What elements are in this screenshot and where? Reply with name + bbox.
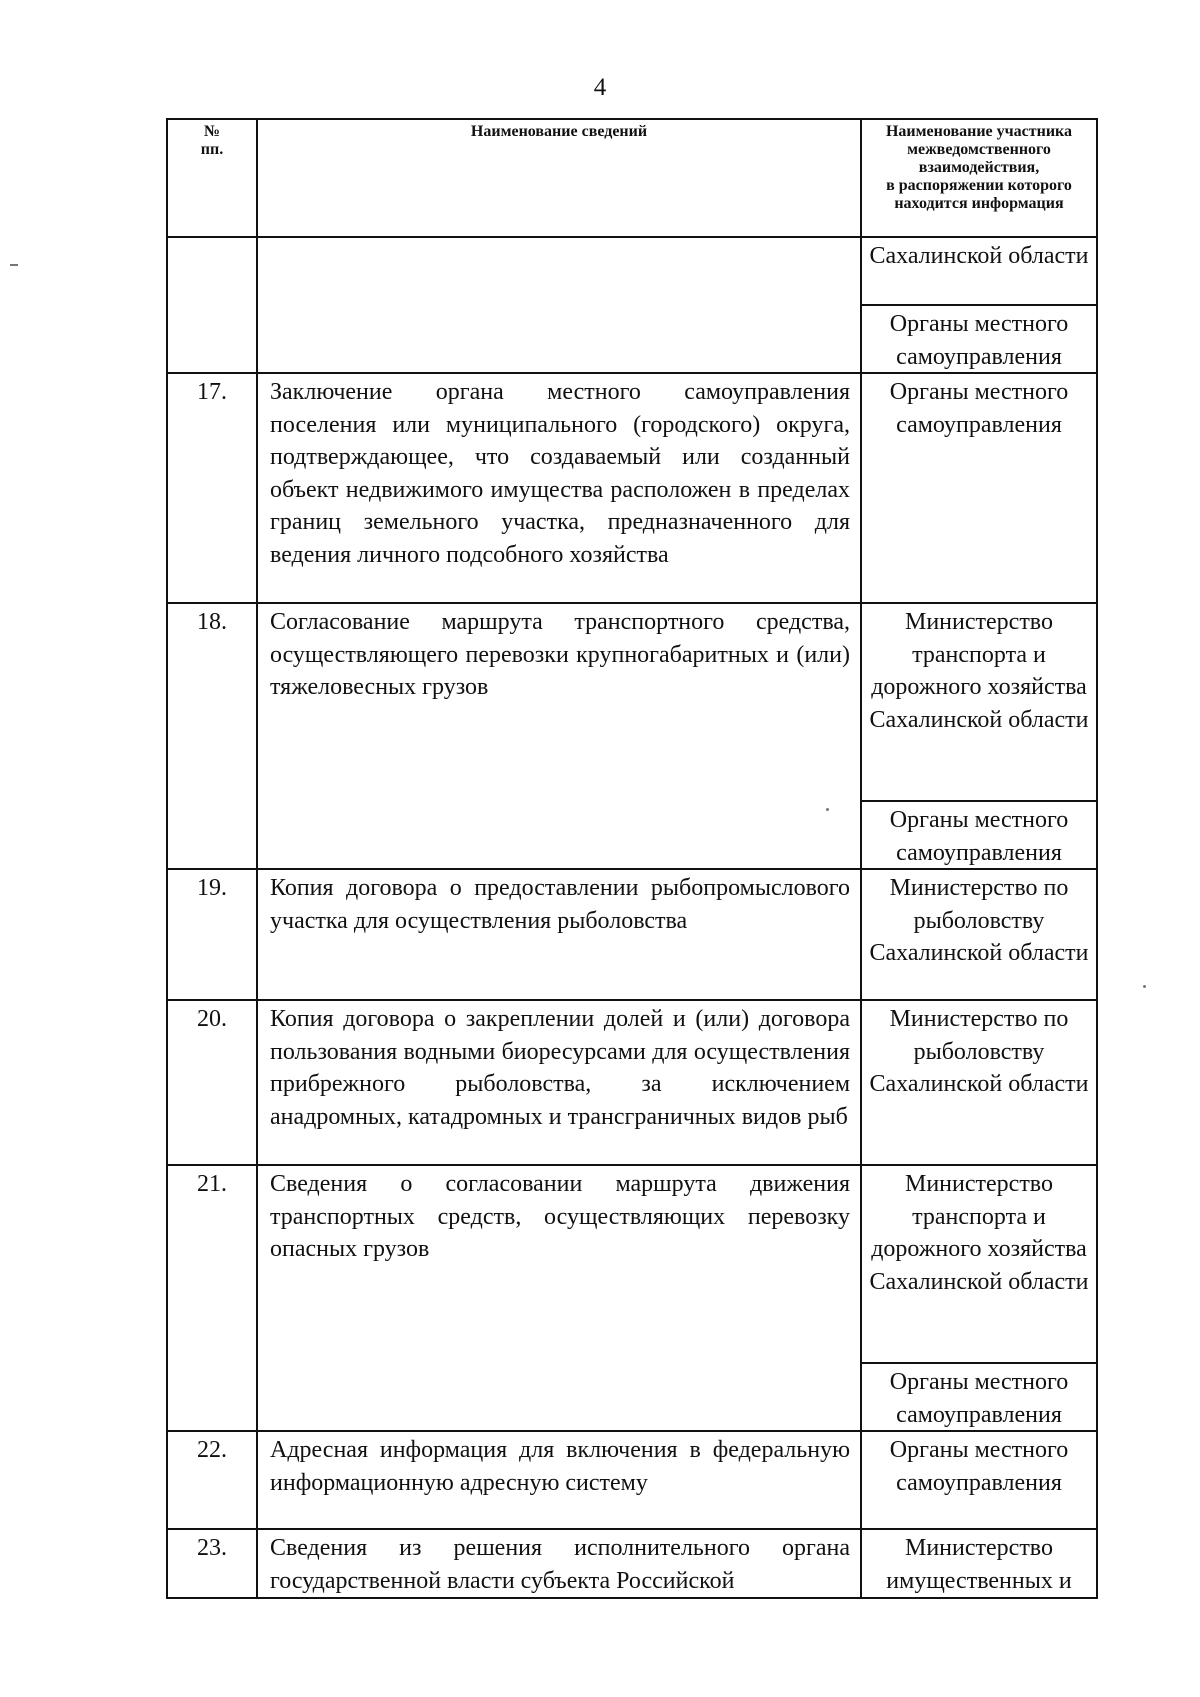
row-number: 23. [167, 1529, 257, 1598]
row-name: Копия договора о предоставлении рыбопромыслового участка для осуществления рыболовства [257, 869, 861, 1000]
participant-cell: Министерство по рыболовству Сахалинской области [861, 869, 1097, 1000]
row-number: 20. [167, 1000, 257, 1165]
row-name: Заключение органа местного самоуправления поселения или муниципального (городского) округа, подтверждающее, что создаваемый или созданный объект недвижимого имущества расположен в пределах границ земельного участка, предназначенного для ведения личного подсобного хозяйства [257, 373, 861, 603]
table-row [167, 1529, 1097, 1598]
row-name: Копия договора о закреплении долей и (или) договора пользования водными биоресурсами для осуществления прибрежного рыболовства, за исключением анадромных, катадромных и трансграничных видов рыб [257, 1000, 861, 1165]
row-number: 17. [167, 373, 257, 603]
header-name: Наименование сведений [257, 119, 861, 237]
table-row [167, 603, 1097, 869]
row-number: 18. [167, 603, 257, 869]
table-header-row [167, 119, 1097, 237]
scan-mark [10, 264, 18, 266]
scan-dot [1143, 985, 1146, 988]
participant-cell: Органы местного самоуправления [862, 304, 1096, 372]
participant-cell: Министерство имущественных и [861, 1529, 1097, 1598]
participant-cell: Органы местного самоуправления [862, 1362, 1096, 1430]
table-row [167, 237, 1097, 373]
participant-cell: Министерство по рыболовству Сахалинской области [861, 1000, 1097, 1165]
header-num: № пп. [167, 119, 257, 237]
participant-cell: Сахалинской области [869, 243, 1089, 269]
row-name: Адресная информация для включения в федеральную информационную адресную систему [257, 1431, 861, 1529]
participant-cell: Органы местного самоуправления [861, 373, 1097, 603]
table-row [167, 1000, 1097, 1165]
row-name: Сведения из решения исполнительного органа государственной власти субъекта Российской [257, 1529, 861, 1598]
row-name [257, 237, 861, 373]
row-number: 19. [167, 869, 257, 1000]
participant-cell: Министерство транспорта и дорожного хозяйства Сахалинской области [869, 609, 1089, 733]
table-row [167, 1431, 1097, 1529]
header-participant: Наименование участника межведомственного взаимодействия, в распоряжении которого находится информация [861, 119, 1097, 237]
row-participants [861, 1165, 1097, 1431]
table-row [167, 373, 1097, 603]
row-name: Согласование маршрута транспортного средства, осуществляющего перевозки крупногабаритных и (или) тяжеловесных грузов [257, 603, 861, 869]
table-row [167, 1165, 1097, 1431]
participant-cell: Органы местного самоуправления [861, 1431, 1097, 1529]
row-number: 22. [167, 1431, 257, 1529]
page-number: 4 [593, 74, 607, 101]
row-name: Сведения о согласовании маршрута движения транспортных средств, осуществляющих перевозку опасных грузов [257, 1165, 861, 1431]
table-row [167, 869, 1097, 1000]
participant-cell: Министерство транспорта и дорожного хозяйства Сахалинской области [869, 1171, 1089, 1295]
row-number [167, 237, 257, 373]
info-table [166, 118, 1098, 1599]
row-participants [861, 237, 1097, 373]
row-number: 21. [167, 1165, 257, 1431]
row-participants [861, 603, 1097, 869]
participant-cell: Органы местного самоуправления [862, 800, 1096, 868]
